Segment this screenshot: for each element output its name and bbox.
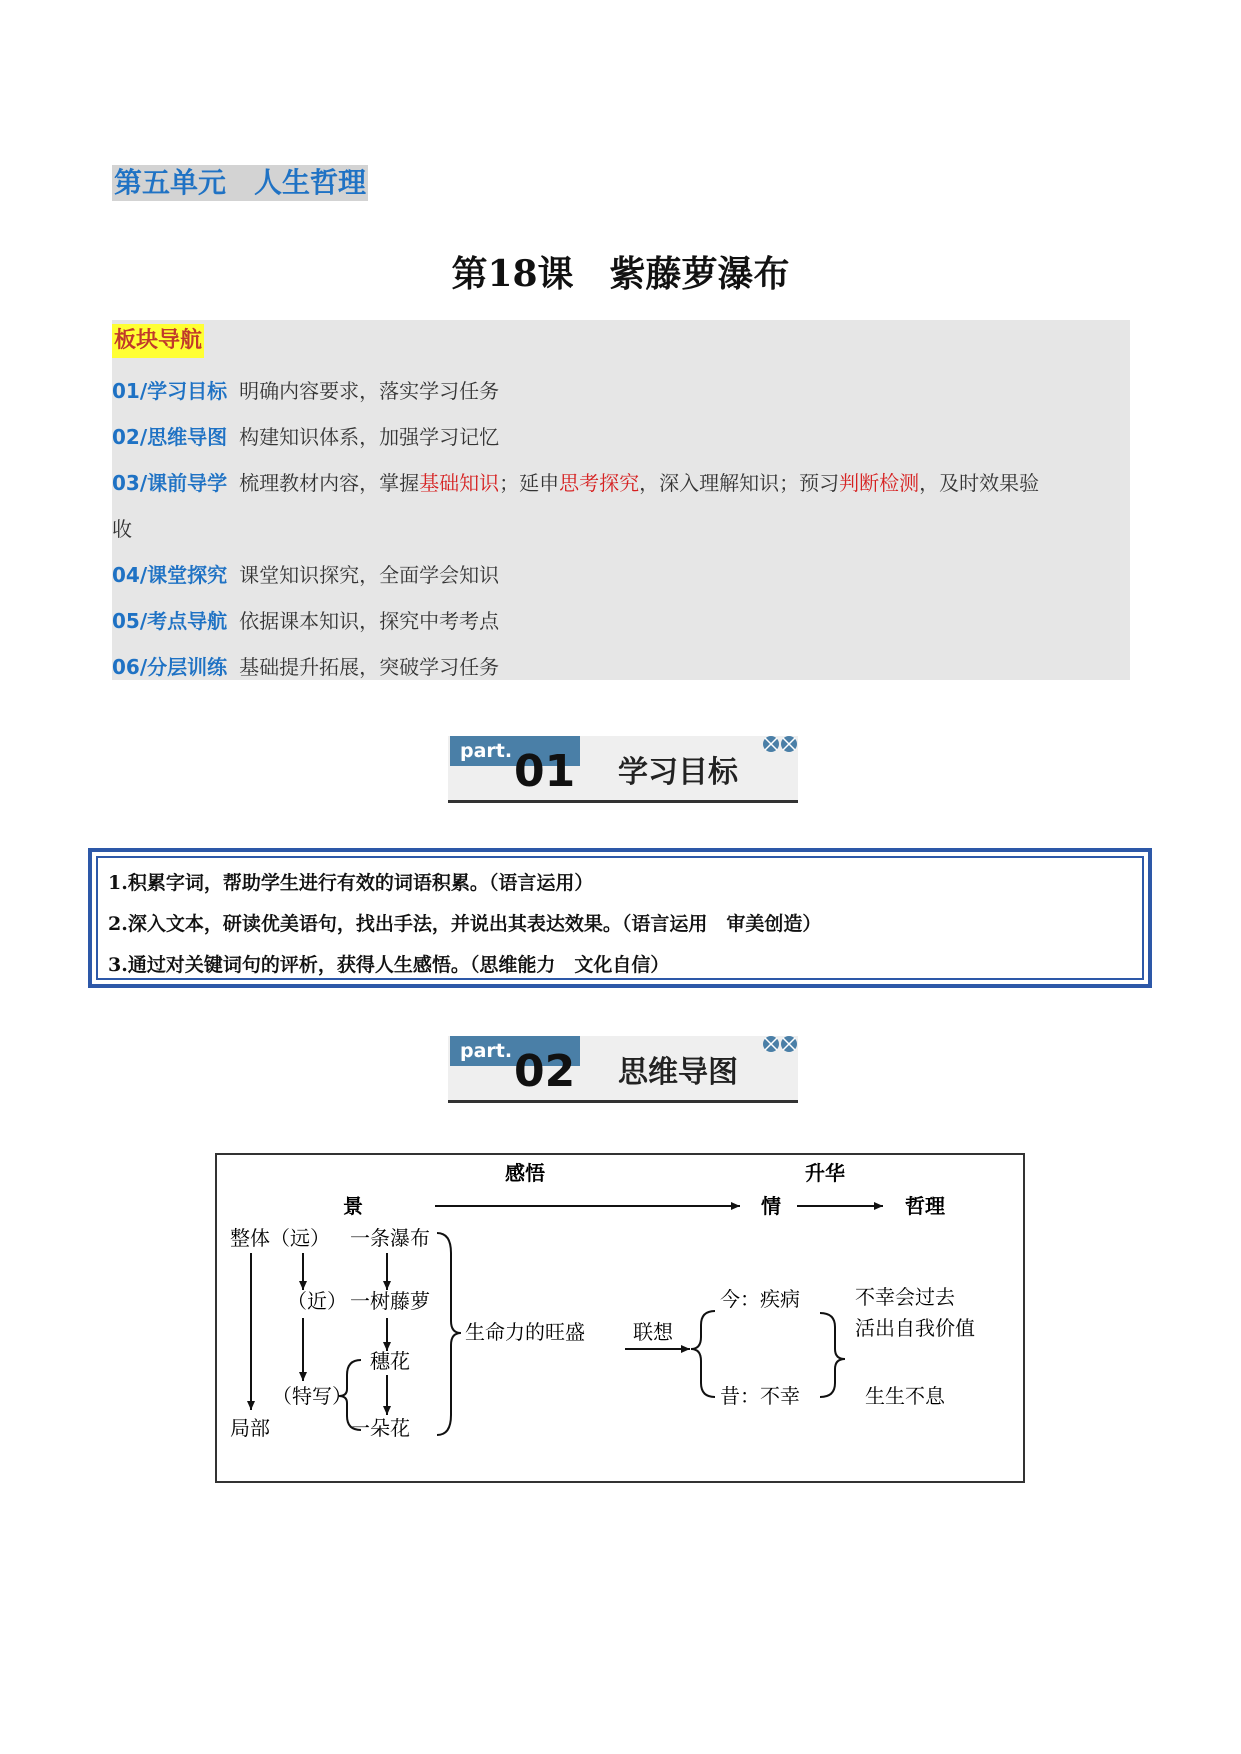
mm-now: 今：疾病 [720,1287,800,1311]
nav-item-code: 03/课前导学 [112,471,228,495]
nav-item-code: 06/分层训练 [112,655,228,679]
highlight-thinking: 思考探究 [559,471,640,495]
nav-item-text: 梳理教材内容，掌握 [239,471,420,495]
mm-item-waterfall: 一条瀑布 [350,1226,430,1250]
mm-philosophy: 哲理 [905,1194,945,1218]
section-navigation [112,320,1130,680]
dots-icon [762,732,802,756]
nav-item-text: 课堂知识探究，全面学会知识 [239,563,500,587]
badge-part-label: part. [460,740,513,762]
mm-association: 联想 [633,1320,673,1344]
mm-philosophy-2: 活出自我价值 [855,1316,975,1340]
nav-item [112,644,1130,690]
mm-label-sublimate: 升华 [805,1161,845,1185]
mm-part: 局部 [230,1416,270,1440]
mm-philosophy-1: 不幸会过去 [855,1285,955,1309]
nav-item-code: 04/课堂探究 [112,563,228,587]
nav-item [112,460,1130,506]
nav-heading: 板块导航 [112,324,204,358]
part-02-badge [448,1036,798,1104]
nav-item-code: 05/考点导航 [112,609,228,633]
mm-emotion: 情 [761,1194,781,1218]
mm-whole: 整体（远） [230,1226,330,1250]
nav-item-text: 基础提升拓展，突破学习任务 [239,655,500,679]
dots-icon [762,1032,802,1056]
mm-label-insight: 感悟 [505,1161,545,1185]
nav-item [112,414,1130,460]
highlight-basic-knowledge: 基础知识 [419,471,500,495]
nav-item-text: ，及时效果验 [919,471,1040,495]
mm-closeup: （特写） [272,1384,352,1408]
goal-item: 3.通过对关键词句的评析，获得人生感悟。（思维能力 文化自信） [108,954,670,976]
mm-item-flower: 一朵花 [350,1416,410,1440]
badge-number: 02 [514,1046,576,1097]
nav-item-code: 02/思维导图 [112,425,228,449]
highlight-judgement: 判断检测 [839,471,920,495]
goal-item: 1.积累字词，帮助学生进行有效的词语积累。（语言运用） [108,872,594,894]
lesson-title: 第18课 紫藤萝瀑布 [451,253,790,295]
nav-item [112,552,1130,598]
mm-vitality: 生命力的旺盛 [465,1320,585,1344]
nav-item-continuation: 收 [112,517,132,541]
badge-number: 01 [514,746,576,797]
badge-part-label: part. [460,1040,513,1062]
mm-item-vine: 一树藤萝 [350,1289,430,1313]
mm-item-spike: 穗花 [370,1349,410,1373]
unit-title: 第五单元 人生哲理 [114,166,367,199]
badge-underline [448,800,798,803]
mm-philosophy-3: 生生不息 [865,1384,945,1408]
nav-item-text: 构建知识体系，加强学习记忆 [239,425,500,449]
nav-item-code: 01/学习目标 [112,379,228,403]
mm-near: （近） [287,1289,347,1313]
goals-inner-border [96,856,1144,980]
nav-item-text: ；延申 [499,471,560,495]
mm-past: 昔：不幸 [720,1384,800,1408]
part-01-badge [448,736,798,804]
badge-underline [448,1100,798,1103]
nav-item-text: ，深入理解知识；预习 [639,471,840,495]
nav-item [112,368,1130,414]
learning-goals-box [88,848,1152,988]
nav-item [112,598,1130,644]
nav-item-text: 依据课本知识，探究中考考点 [239,609,500,633]
badge-title: 学习目标 [618,755,738,790]
mind-map [215,1153,1025,1483]
goal-item: 2.深入文本，研读优美语句，找出手法，并说出其表达效果。（语言运用 审美创造） [108,913,822,935]
mm-scene: 景 [343,1194,363,1218]
badge-title: 思维导图 [618,1055,738,1090]
nav-item-text: 明确内容要求，落实学习任务 [239,379,500,403]
